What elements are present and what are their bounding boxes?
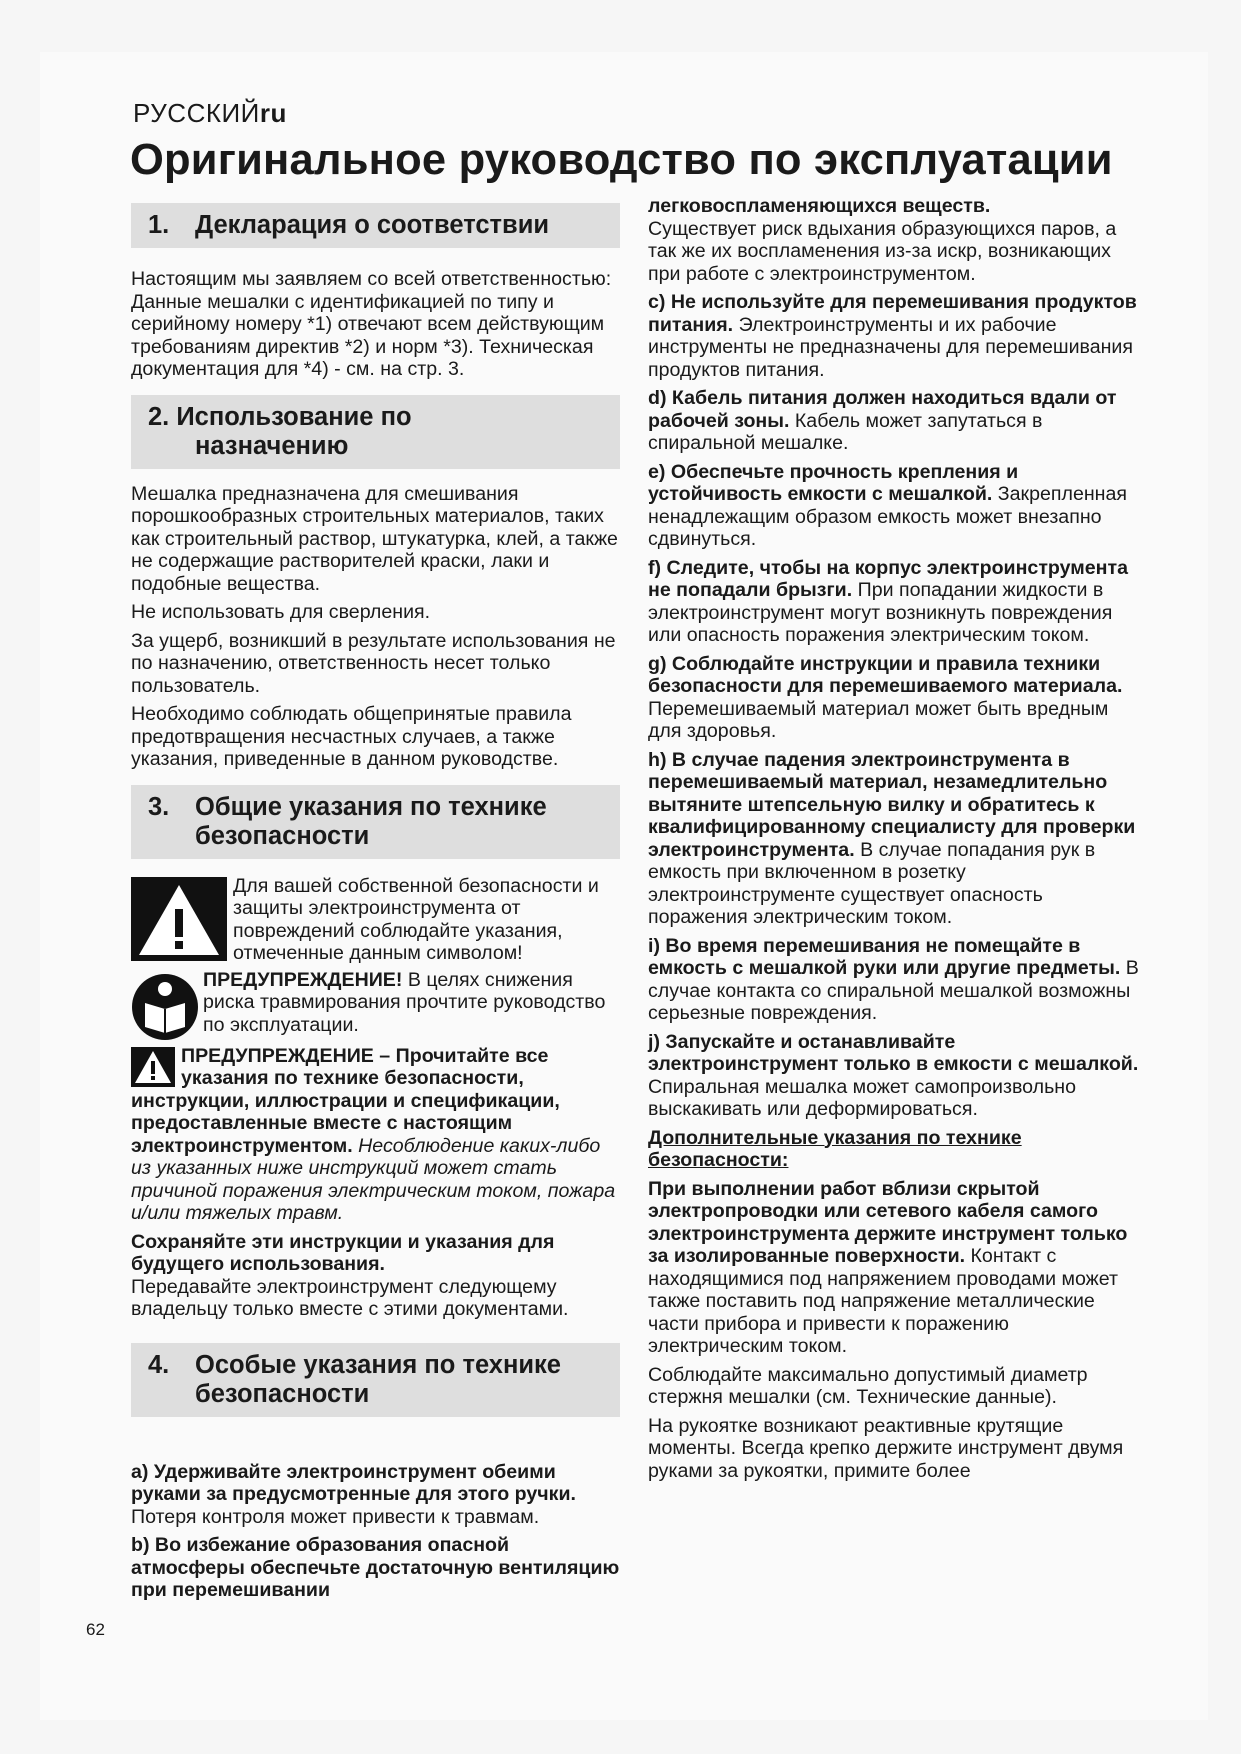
- max-diameter-note: Соблюдайте максимально допустимый диаметр стержня мешалки (см. Технические данные).: [648, 1363, 1088, 1408]
- rule-f: f) Следите, чтобы на корпус электроинструмента не попадали брызги. При попадании жидкости в электроинструмент могут возникнуть повреждения или опасность поражения электрическим током.: [648, 556, 1128, 646]
- rule-b-continued: легковоспламеняющихся веществ. Существует риск вдыхания образующихся паров, а так же их воспламенения из-за искр, возникающих при работе с электроинструментом.: [648, 195, 1117, 285]
- additional-safety-heading: Дополнительные указания по технике безопасности:: [648, 1126, 1022, 1171]
- page-title: Оригинальное руководство по эксплуатации: [130, 136, 1113, 184]
- read-manual-icon: [131, 973, 199, 1041]
- rule-e: e) Обеспечьте прочность крепления и устойчивость емкости с мешалкой. Закрепленная ненадлежащим образом емкость может внезапно сдвинуться.: [648, 460, 1127, 550]
- rule-j: j) Запускайте и останавливайте электроинструмент только в емкости с мешалкой. Спиральная мешалка может самопроизвольно выскакивать или деформироваться.: [648, 1030, 1139, 1120]
- warning-triangle-icon: [131, 877, 227, 961]
- rule-c: c) Не используйте для перемешивания продуктов питания. Электроинструменты и их рабочие инструменты не предназначены для перемешивания продуктов питания.: [648, 291, 1137, 381]
- rule-g: g) Соблюдайте инструкции и правила техники безопасности для перемешиваемого материала. Перемешиваемый материал может быть вредным для здоровья.: [648, 652, 1123, 742]
- section-4-heading: 4. Особые указания по технике безопасности: [131, 1343, 620, 1417]
- general-warning: ПРЕДУПРЕЖДЕНИЕ – Прочитайте все указания по технике безопасности, инструкции, иллюстрации и спецификации, предоставленные вместе с настоящим электроинструментом. Несоблюдение каких-либо из указанных ниже инструкций может стать причиной поражения электрическим током, пожара и/или тяжелых травм.: [131, 1044, 616, 1224]
- rule-b-part: b) Во избежание образования опасной атмосферы обеспечьте достаточную вентиляцию при перемешивании: [131, 1534, 620, 1601]
- rule-a: a) Удерживайте электроинструмент обеими руками за предусмотренные для этого ручки. Потеря контроля может привести к травмам.: [131, 1460, 576, 1528]
- section-2-paragraph: Мешалка предназначена для смешивания порошкообразных строительных материалов, таких как строительный раствор, штукатурка, клей, а также не содержащие растворителей краски, лаки и подобные вещества.: [131, 482, 618, 595]
- torque-note: На рукоятке возникают реактивные крутящие моменты. Всегда крепко держите инструмент двумя руками за рукоятки, примите более: [648, 1414, 1124, 1482]
- section-1-body: Настоящим мы заявляем со всей ответственностью: Данные мешалки с идентификацией по типу и серийному номеру *1) отвечают всем действующим требованиям директив *2) и норм *3). Техническая документация для *4) - см. на стр. 3.: [131, 268, 612, 380]
- language-label: РУССКИЙru: [133, 98, 287, 128]
- safety-symbol-note: [131, 875, 624, 965]
- page-number: 62: [86, 1620, 105, 1639]
- rule-i: i) Во время перемешивания не помещайте в емкость с мешалкой руки или другие предметы. В случае контакта со спиральной мешалкой возможны серьезные повреждения.: [648, 934, 1139, 1024]
- read-manual-warning: [131, 969, 624, 1041]
- right-column: [648, 195, 1146, 1488]
- rule-d: d) Кабель питания должен находиться вдали от рабочей зоны. Кабель может запутаться в спиральной мешалке.: [648, 387, 1117, 454]
- left-column: [131, 203, 624, 1608]
- rule-h: h) В случае падения электроинструмента в перемешиваемый материал, незамедлительно вытяните штепсельную вилку и обратитесь к квалифицированному специалисту для проверки электроинструмента. В случае попадания рук в емкость при включенном в розетку электроинструменте существует опасность поражения электрическим током.: [648, 748, 1136, 928]
- section-3-heading: 3. Общие указания по технике безопасности: [131, 785, 620, 859]
- hidden-wiring-rule: При выполнении работ вблизи скрытой электропроводки или сетевого кабеля самого электроинструмента держите инструмент только за изолированные поверхности. Контакт с находящимися под напряжением проводами может также поставить под напряжение металлические части прибора и привести к поражению электрическим током.: [648, 1177, 1128, 1357]
- section-2-heading: 2. Использование по назначению: [131, 395, 620, 469]
- symbol-note-text: Для вашей собственной безопасности и защиты электроинструмента от повреждений соблюдайте указания, отмеченные данным символом!: [233, 874, 599, 964]
- section-2-paragraph: Необходимо соблюдать общепринятые правила предотвращения несчастных случаев, а также указания, приведенные в данном руководстве.: [131, 703, 572, 770]
- section-2-paragraph: За ущерб, возникший в результате использования не по назначению, ответственность несет только пользователь.: [131, 629, 616, 697]
- section-2-paragraph: Не использовать для сверления.: [131, 601, 431, 623]
- section-1-heading: 1. Декларация о соответствии: [131, 203, 620, 248]
- read-manual-text: ПРЕДУПРЕЖДЕНИЕ! В целях снижения риска травмирования прочтите руководство по эксплуатации.: [203, 968, 606, 1036]
- warning-triangle-small-icon: [131, 1047, 175, 1087]
- keep-instructions: Сохраняйте эти инструкции и указания для будущего использования. Передавайте электроинструмент следующему владельцу только вместе с этими документами.: [131, 1230, 569, 1320]
